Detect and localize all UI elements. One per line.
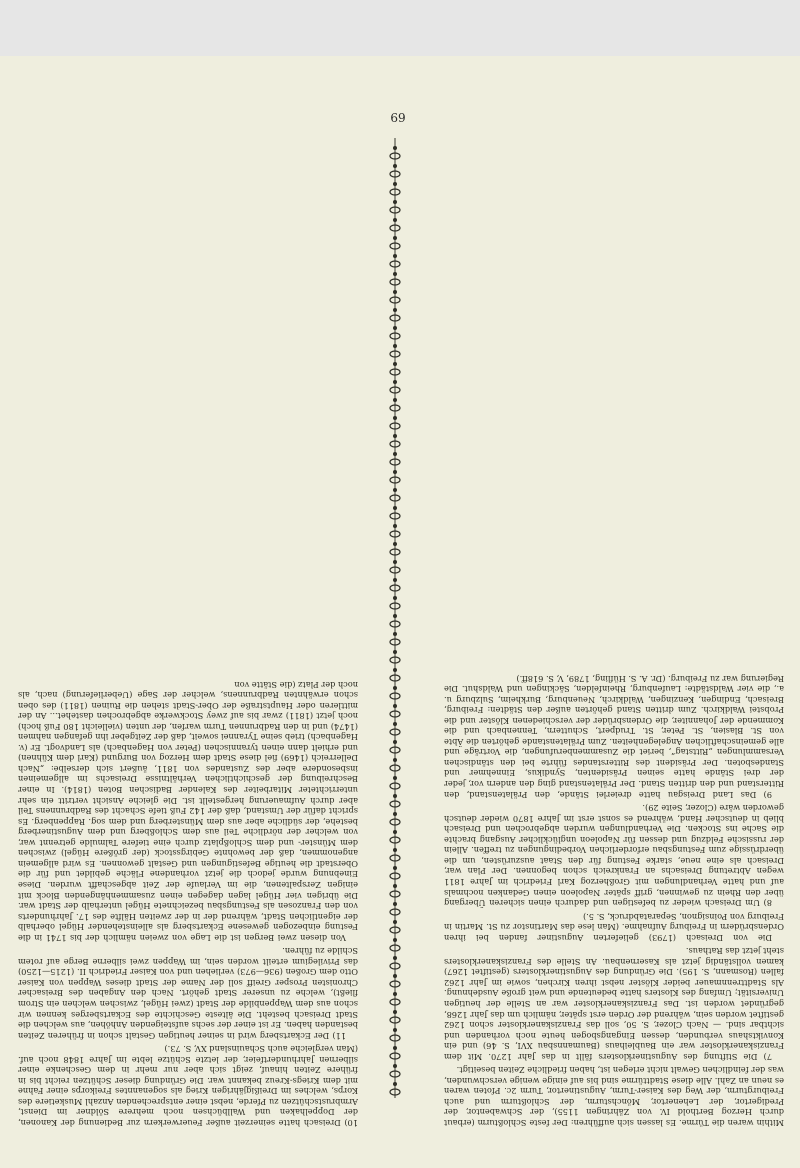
footnote-paragraph: Von diesen zwei Bergen ist die Lage von zweien nämlich der bis 1741 in die Festung einbezogen gewesene Eckartsberg als alleinstehender Hügel oberhalb der eigentlichen Stadt, während der in der zweiten Hälfte des 17. Jahrhunderts von den Franzosen als Festungsbau bezeichnete Hügel unterhalb der Stadt war. Die übrigen vier Hügel lagen dagegen einen zusammenhängenden Block mit einigen Zerspaltenen, die im Verlaufe der Zeit abgeschafft wurden. Diese Einebnung wurde jedoch die jetzt vorhandene Fläche gebildet und für die Oberstadt die heutige Befestigungen und Gestalt gewonnen. Es wird allgemein angenommen, daß der bewohnte Gebirgsstock (der größere Hügel) zwischen dem Münster- und dem Schloßplatz durch eine tiefere Talmulde getrennt war, von welcher der nördliche Teil aus dem Schloßberg und dem Augustinerberg bestehe, der südliche aber aus dem Münsterberg und dem sog. Rappenberg. Es spricht dafür der Umstand, daß der 142 Fuß tiefe Schacht des Radbrunnens Teil aber durch Aufmauerung hergestellt ist. Die gleiche Ansicht vertritt ein sehr unterrichteter Mitarbeiter des Kalender Badischen Boten (1814). In einer Beschreibung der geschichtlichen Verhältnisse Dreisachs im allgemeinen insbesondere aber des Zustandes von 1811, äußert sich derselbe: „Nach Dellerreich (1469) fiel diese Stadt dem Herzog von Burgund (Karl dem Kühnen) und erhielt dann einen tyrannischen (Peter von Hagenbach) als Landvogt. Er (v. Hagenbach) trieb seine Tyrannei soweit, daß der Zeitgeber ihn gefangen nahmen (1474) und in den Radbrunnen Turm warfen, der unten (vielleicht 180 Fuß hoch) noch jetzt (1811) zwar bis auf zwey Stockwerke abgebrochen dastehet... An der mittleren oder Hauptstraße der Ober-Stadt stehen die Ruinen (1811) des oben schon erwähnten Radbrunnens, welcher der Sage (Ueberlieferung) nach, als noch der Platz (die Stätte von xyxy=(18,679,358,943)
footnote-paragraph: 7) Die Stiftung des Augustinerklosters fällt in das Jahr 1270. Mit dem Franziskanerkloster war ein Baubleihaus (Baumannsbau XVI, S. 46) und ein Konviktshaus verbunden, dessen Eingangsbogen heute noch vorhanden und sichtbar sind. — Nach Clozer, S. 50, soll das Franziskanerkloster schon 1262 gestiftet worden sein, während der Orden erst später, nämlich um das Jahr 1268, gegründet worden ist. Das Franziskanerkloster war an Stelle der heutigen Universität; Umfang des Klosters hatte bedeutende und weit große Ausdehnung. Als Stadttrennmauer beider Klöster nebst ihren Kirchen, sowie im Jahr 1262 fallen (Rosmann, S. 195). Die Gründung des Augustinerklosters (gestiftet 1267) kamen vollständig jetzt als Kasernenbau. An Stelle des Franziskanerklosters steht jetzt das Rathaus. xyxy=(444,946,784,1062)
footnote-paragraph: 10) Dreisach hatte seinerzeit außer Feuerwerkern zur Bedienung der Kanonen, der Doppelhaken und Wallbüchsen noch mehrere Söldner im Dienst, Armbrustschützen zu Pferde, nebst einer entsprechenden Anzahl Musketiere des Korps, welches im Dreißigjährigen Krieg als sogenanntes Freikorps einer Fahne mit dem Kriegs-Kreuz bekannt war. Die Gründung dieser Schützen reicht bis in frühere Zeiten hinauf, zeigt sich aber nur mehr in dem Geschenke einer silbernen Jahrhundertfeier, der letzte Schütze lebte im Jahre 1848 noch auf. (Man vergleiche auch Schauinsland XV, S. 73.) xyxy=(18,1044,358,1128)
right-text-column xyxy=(18,118,358,1128)
ornamental-divider xyxy=(388,138,402,1098)
footnote-paragraph: 8) Um Dreisach wieder zu befestigen und dadurch einen sicheren Übergang über den Rhein zu gewinnen, griff später Napoleon einen Gedanken nochmals auf und hatte Verhandlungen mit Großherzog Karl Friedrich im Jahre 1811 wegen Abtretung Dreisachs an Frankreich schon begonnen. Der Plan war, Dreisach als eine neue, starke Festung für den Staat auszurüsten, um die überdrüssige zum Festungsbau erforderlichen Vorbedingungen zu treffen. Allein der russische Feldzug und dessen für Napoleon unglücklicher Ausgang brachte die Sache ins Stocken. Die Verhandlungen wurden abgebrochen und Dreisach blieb in deutscher Hand, während es sonst erst im Jahre 1870 wieder deutsch geworden wäre (Clozer, Seite 29). xyxy=(444,803,784,909)
footnote-paragraph: 9) Das Land Dreisgau hatte dreierlei Stände, den Prälatenstand, den Ritterstand und den dritten Stand. Der Prälatenstand ging den andern vor, jeder der drei Stände hatte seinen Präsidenten, Syndikus, Einnehmer und Standesboten. Der Präsident des Ritterstandes führte bei den ständischen Versammlungen „Rittstag“, beriet die Zusammenberufungen, die Vorträge und alle gemeinschaftlichen Angelegenheiten. Zum Prälatenstande gehörten die Äbte von St. Blasien, St. Peter, St. Trudpert, Schuttern, Tennenbach und die Kommende der Johanniter, die Ordensbrüder der verschiedenen Klöster und die Probstei Waldkirch. Zum dritten Stand gehörten außer den Städten: Freiburg, Breisach, Endingen, Kenzingen, Waldkirch, Neuenburg, Burkheim, Sulzburg u. a., die vier Waldstädte: Laufenburg, Rheinfelden, Säckingen und Waldshut. Die Regierung war zu Freiburg. (Dr. A. S. Hüfling, 1789, V, S. 618ff.) xyxy=(444,673,784,800)
footnote-paragraph: 11) Der Eckartsberg wird in seiner heutigen Gestalt schon in früheren Zeiten bestanden haben. Er ist einer der sechs aufsteigenden Anhöhen, aus welchen die Stadt Dreisach besteht. Die älteste Geschichte des Eckartsberges kennen wir schon aus dem Wappenbilde der Stadt (zwei Hügel, zwischen welchen ein Strom fließt), welche zu unserer Stadt gehört. Nach den Angaben des Breisacher Chronisten Prosper Greiff soll der Name der Stadt dieses Wappen von Kaiser Otto dem Großen (936—973) verliehen und von Kaiser Friedrich II. (1215—1250) das Privilegium erteilt worden sein, im Wappen zwei silberne Berge auf rotem Schilde zu führen. xyxy=(18,946,358,1041)
page-number: 69 xyxy=(390,110,406,124)
footnote-paragraph: Die von Dreisach (1793) gelieferten Augustiner fanden bei ihren Ordensbrüdern in Freiburg Aufnahme. (Man lese das Martinstor zu St. Martin in Freiburg von Poinsignon, Separatabdruck, S. 5.) xyxy=(444,911,784,943)
left-text-column xyxy=(444,214,784,1128)
book-page xyxy=(0,56,800,1168)
footnote-paragraph: Mithin waren die Türme. Es lassen sich aufführen: Der feste Schloßturm (erbaut durch Herzog Berthold IV. von Zähringen 1155), der Schwabentor, der Predigertor, der Lehenertor, Mönchsturm, der Schloßturm und auch Freiburgturm, der Weg des Kaiser-Turm, Augustinertor, Turm 2c. Pfoten waren es neun an Zahl. Alle diese Stadttürme sind bis auf einige wenige verschwunden, was der feindlichen Gewalt nicht erlegen ist, haben friedliche Zeiten beseitigt. xyxy=(444,1065,784,1128)
library-header xyxy=(0,0,800,56)
